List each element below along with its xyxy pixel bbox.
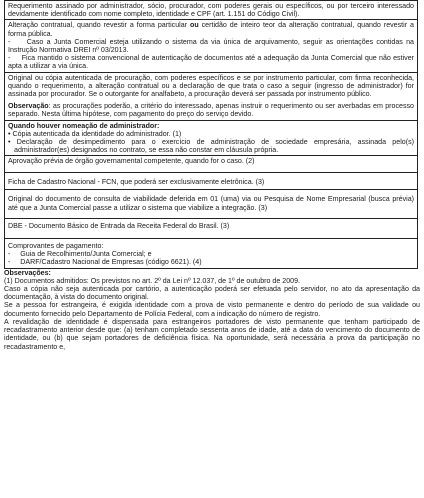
dash-item: - DARF/Cadastro Nacional de Empresas (código 6621). (4) <box>8 258 202 267</box>
observations-section <box>4 269 420 351</box>
row-text: Ficha de Cadastro Nacional - FCN, que poderá ser exclusivamente eletrônica. (3) <box>8 178 265 187</box>
table-row-nomeacao <box>5 121 417 157</box>
row-text: Original ou cópia autenticada de procuração, com poderes específicos e se por instrumento particular, com firma reconhecida, quando o requerimento, a alteração contratual ou a declaração de que trata o caso a seguir (ingresso de administrador) for assinada por procurador. Se o outorgante for analfabeto, a procuração deverá ser passada por instrumento público. <box>8 73 414 99</box>
document-page <box>4 0 420 351</box>
observation-text: Observação: as procurações poderão, a critério do interessado, apenas instruir o requerimento ou ser averbadas em processo separado. Nesta última hipótese, com pagamento do preço do serviço devido. <box>8 102 414 119</box>
table-row-dbe <box>5 219 417 239</box>
row-text: Aprovação prévia de órgão governamental competente, quando for o caso. (2) <box>8 157 255 166</box>
table-row-viabilidade <box>5 190 417 218</box>
table-row-aprovacao <box>5 156 417 173</box>
observation-note: Se a pessoa for estrangeira, é exigida identidade com a prova de visto permanente e dentro do período de sua validade ou documento fornecido pelo Departamento de Polícia Federal, com a indicação do número de registro. <box>4 301 420 318</box>
table-row-alteracao <box>5 20 417 72</box>
table-row-requerimento <box>5 1 417 20</box>
observations-title: Observações: <box>4 268 51 277</box>
table-row-pagamento <box>5 239 417 268</box>
dash-item: - Guia de Recolhimento/Junta Comercial; e <box>8 250 152 259</box>
observation-note: A revalidação de identidade é dispensada para estrangeiros portadores de visto permanente que tenham participado de recadastramento anterior desde que: (a) tenham completado sessenta anos de idade, até a data do vencimento do documento de identidade, ou (b) que sejam portadores de deficiência física. Na oportunidade, será necessária a prova da participação no recadastramento e, <box>4 317 420 351</box>
row-text: DBE - Documento Básico de Entrada da Receita Federal do Brasil. (3) <box>8 221 230 230</box>
row-text: Alteração contratual, quando revestir a forma particular ou certidão de inteiro teor da alteração contratual, quando revestir a forma pública. <box>8 21 414 38</box>
row-text: Original do documento de consulta de viabilidade deferida em 01 (uma) via ou Pesquisa de Nome Empresarial (busca prévia) até que a Junta Comercial passe a utilizar o sistema que viabilize a integração. (3) <box>8 195 414 212</box>
observation-note: Caso a cópia não seja autenticada por cartório, a autenticação poderá ser efetuada pelo servidor, no ato da apresentação da documentação, à vista do documento original. <box>4 285 420 302</box>
row-heading: Quando houver nomeação de administrador: <box>8 121 160 130</box>
table-row-fcn <box>5 173 417 190</box>
row-heading: Comprovantes de pagamento: <box>8 242 104 251</box>
observation-note: (1) Documentos admitidos: Os previstos no art. 2º da Lei nº 12.037, de 1º de outubro de 2009. <box>4 276 301 285</box>
bullet-item: • Cópia autenticada da identidade do administrador. (1) <box>8 129 182 138</box>
dash-item: - Fica mantido o sistema convencional de autenticação de documentos até a adequação da Junta Comercial que não estiver apta a utilizar a via única. <box>8 54 414 71</box>
table-row-procuracao <box>5 73 417 121</box>
dash-item: - Caso a Junta Comercial esteja utilizando o sistema da via única de arquivamento, seguir as orientações contidas na Instrução Normativa DREI nº 03/2013. <box>8 37 415 55</box>
row-text: Requerimento assinado por administrador, sócio, procurador, com poderes gerais ou específicos, ou por terceiro interessado devidamente identificado com nome completo, identidade e CPF (art. 1.151 do Código Civil). <box>8 2 414 19</box>
bullet-item: • Declaração de desimpedimento para o exercício de administração de sociedade empresária, assinada pelo(s) administrador(es) designados no contrato, se essa não constar em cláusula própria. <box>8 138 414 155</box>
requirements-table <box>4 0 418 269</box>
